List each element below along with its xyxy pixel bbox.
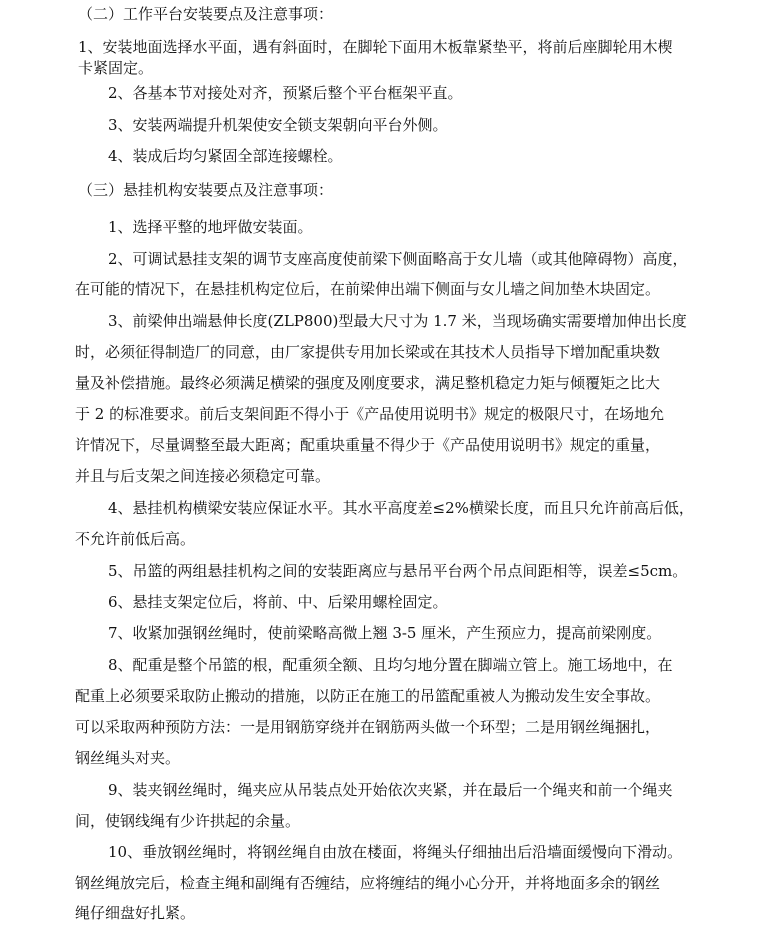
section-3-item-6: 6、悬挂支架定位后，将前、中、后梁用螺栓固定。 (108, 593, 448, 611)
section-3-item-3-line-6: 并且与后支架之间连接必须稳定可靠。 (75, 467, 331, 485)
section-3-item-3-line-5: 许情况下，尽量调整至最大距离；配重块重量不得少于《产品使用说明书》规定的重量， (75, 436, 661, 454)
section-3-item-8-line-2: 配重上必须要采取防止搬动的措施，以防正在施工的吊篮配重被人为搬动发生安全事故。 (75, 687, 661, 705)
section-3-item-8-line-4: 钢丝绳头对夹。 (75, 749, 181, 767)
section-3-item-10-line-3: 绳仔细盘好扎紧。 (75, 904, 196, 922)
section-3-item-9-line-1: 9、装夹钢丝绳时，绳夹应从吊装点处开始依次夹紧，并在最后一个绳夹和前一个绳夹 (108, 781, 673, 799)
section-3-item-3-line-3: 量及补偿措施。最终必须满足横梁的强度及刚度要求，满足整机稳定力矩与倾覆矩之比大 (75, 374, 661, 392)
section-3-item-10-line-2: 钢丝绳放完后，检查主绳和副绳有否缠结，应将缠结的绳小心分开，并将地面多余的钢丝 (75, 874, 661, 892)
section-2-item-1-line-1: 1、安装地面选择水平面，遇有斜面时，在脚轮下面用木板靠紧垫平，将前后座脚轮用木楔 (78, 38, 673, 56)
section-3-item-1: 1、选择平整的地坪做安装面。 (108, 218, 313, 236)
section-3-item-2-line-2: 在可能的情况下，在悬挂机构定位后，在前梁伸出端下侧面与女儿墙之间加垫木块固定。 (75, 280, 661, 298)
section-2-item-4: 4、装成后均匀紧固全部连接螺栓。 (108, 147, 343, 165)
section-3-item-7: 7、收紧加强钢丝绳时，使前梁略高微上翘 3-5 厘米，产生预应力，提高前梁刚度。 (108, 624, 662, 642)
section-3-item-5: 5、吊篮的两组悬挂机构之间的安装距离应与悬吊平台两个吊点间距相等，误差≤5cm。 (108, 562, 688, 580)
section-2-item-3: 3、安装两端提升机架使安全锁支架朝向平台外侧。 (108, 116, 448, 134)
section-3-item-8-line-3: 可以采取两种预防方法：一是用钢筋穿绕并在钢筋两头做一个环型；二是用钢丝绳捆扎， (75, 718, 661, 736)
section-2-heading: （二）工作平台安装要点及注意事项： (78, 5, 334, 23)
section-3-item-2-line-1: 2、可调试悬挂支架的调节支座高度使前梁下侧面略高于女儿墙（或其他障碍物）高度， (108, 250, 688, 268)
section-3-item-9-line-2: 间，使钢线绳有少许拱起的余量。 (75, 812, 301, 830)
section-3-item-4-line-2: 不允许前低后高。 (75, 530, 196, 548)
section-2-item-1-line-2: 卡紧固定。 (78, 59, 154, 77)
section-3-item-3-line-4: 于 2 的标准要求。前后支架间距不得小于《产品使用说明书》规定的极限尺寸，在场地允 (75, 405, 665, 423)
section-3-item-3-line-2: 时，必须征得制造厂的同意，由厂家提供专用加长梁或在其技术人员指导下增加配重块数 (75, 343, 661, 361)
section-3-item-10-line-1: 10、垂放钢丝绳时，将钢丝绳自由放在楼面，将绳头仔细抽出后沿墙面缓慢向下滑动。 (108, 843, 683, 861)
section-3-item-8-line-1: 8、配重是整个吊篮的根，配重须全额、且均匀地分置在脚端立管上。施工场地中，在 (108, 656, 673, 674)
section-3-heading: （三）悬挂机构安装要点及注意事项： (78, 181, 334, 199)
section-3-item-3-line-1: 3、前梁伸出端悬伸长度(ZLP800)型最大尺寸为 1.7 米，当现场确实需要增加伸出长度 (108, 312, 687, 330)
section-3-item-4-line-1: 4、悬挂机构横梁安装应保证水平。其水平高度差≤2%横梁长度，而且只允许前高后低， (108, 499, 694, 517)
section-2-item-2: 2、各基本节对接处对齐，预紧后整个平台框架平直。 (108, 84, 463, 102)
